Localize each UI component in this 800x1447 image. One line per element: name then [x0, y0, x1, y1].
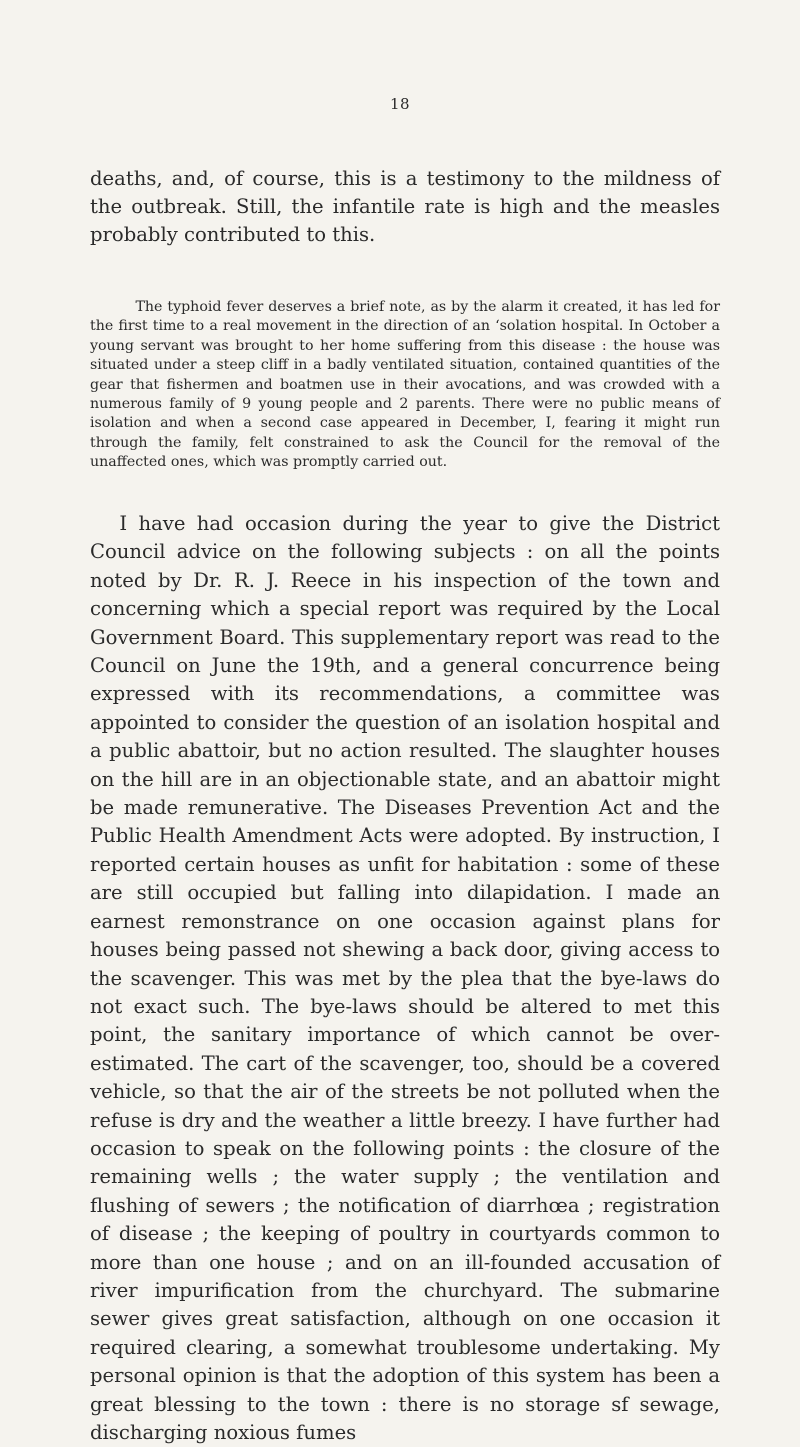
paragraph-council-advice: I have had occasion during the year to give the District Council advice on the following subjects : on all the points noted by Dr. R. J. Reece in his inspection of the town and concerning which a special report was required by the Local Government Board. This supplementary report was read to the Council on June the 19th, and a general concurrence being expressed with its recommendations, a committee was appointed to consider the question of an isolation hospital and a public abattoir, but no action resulted. The slaughter houses on the hill are in an objectionable state, and an abattoir might be made remunerative. The Diseases Prevention Act and the Public Health Amendment Acts were adopted. By instruction, I reported certain houses as unfit for habitation : some of these are still occupied but falling into dilapidation. I made an earnest remonstrance on one occasion against plans for houses being passed not shewing a back door, giving access to the scavenger. This was met by the plea that the bye-laws do not exact such. The bye-laws should be altered to met this point, the sanitary importance of which cannot be over-estimated. The cart of the scavenger, too, should be a covered vehicle, so that the air of the streets be not polluted when the refuse is dry and the weather a little breezy. I have further had occasion to speak on the following points : the closure of the remaining wells ; the water supply ; the ventilation and flushing of sewers ; the notification of diarrhœa ; registration of disease ; the keeping of poultry in courtyards common to more than one house ; and on an ill-founded accusation of river impurification from the churchyard. The submarine sewer gives great satisfaction, although on one occasion it required clearing, a somewhat troublesome undertaking. My personal opinion is that the adoption of this system has been a great blessing to the town : there is no storage sf sewage, discharging noxious fumes — [90, 512, 720, 1444]
page-number: 18 — [389, 95, 411, 113]
paragraph-typhoid-note: The typhoid fever deserves a brief note, as by the alarm it created, it has led for the first time to a real movement in the direction of an ‘solation hospital. In October a young servant was brought to her home suffering from this disease : the house was situated under a steep cliff in a badly ventilated situation, contained quantities of the gear that fishermen and boatmen use in their avocations, and was crowded with a numerous family of 9 young people and 2 parents. There were no public means of isolation and when a second case appeared in December, I, fearing it might run through the family, felt constrained to ask the Council for the removal of the unaffected ones, which was promptly carried out. — [90, 299, 720, 471]
paragraph-measles-conclusion: deaths, and, of course, this is a testimony to the mildness of the outbreak. Still, the infantile rate is high and the measles probably contributed to this. — [90, 167, 720, 246]
